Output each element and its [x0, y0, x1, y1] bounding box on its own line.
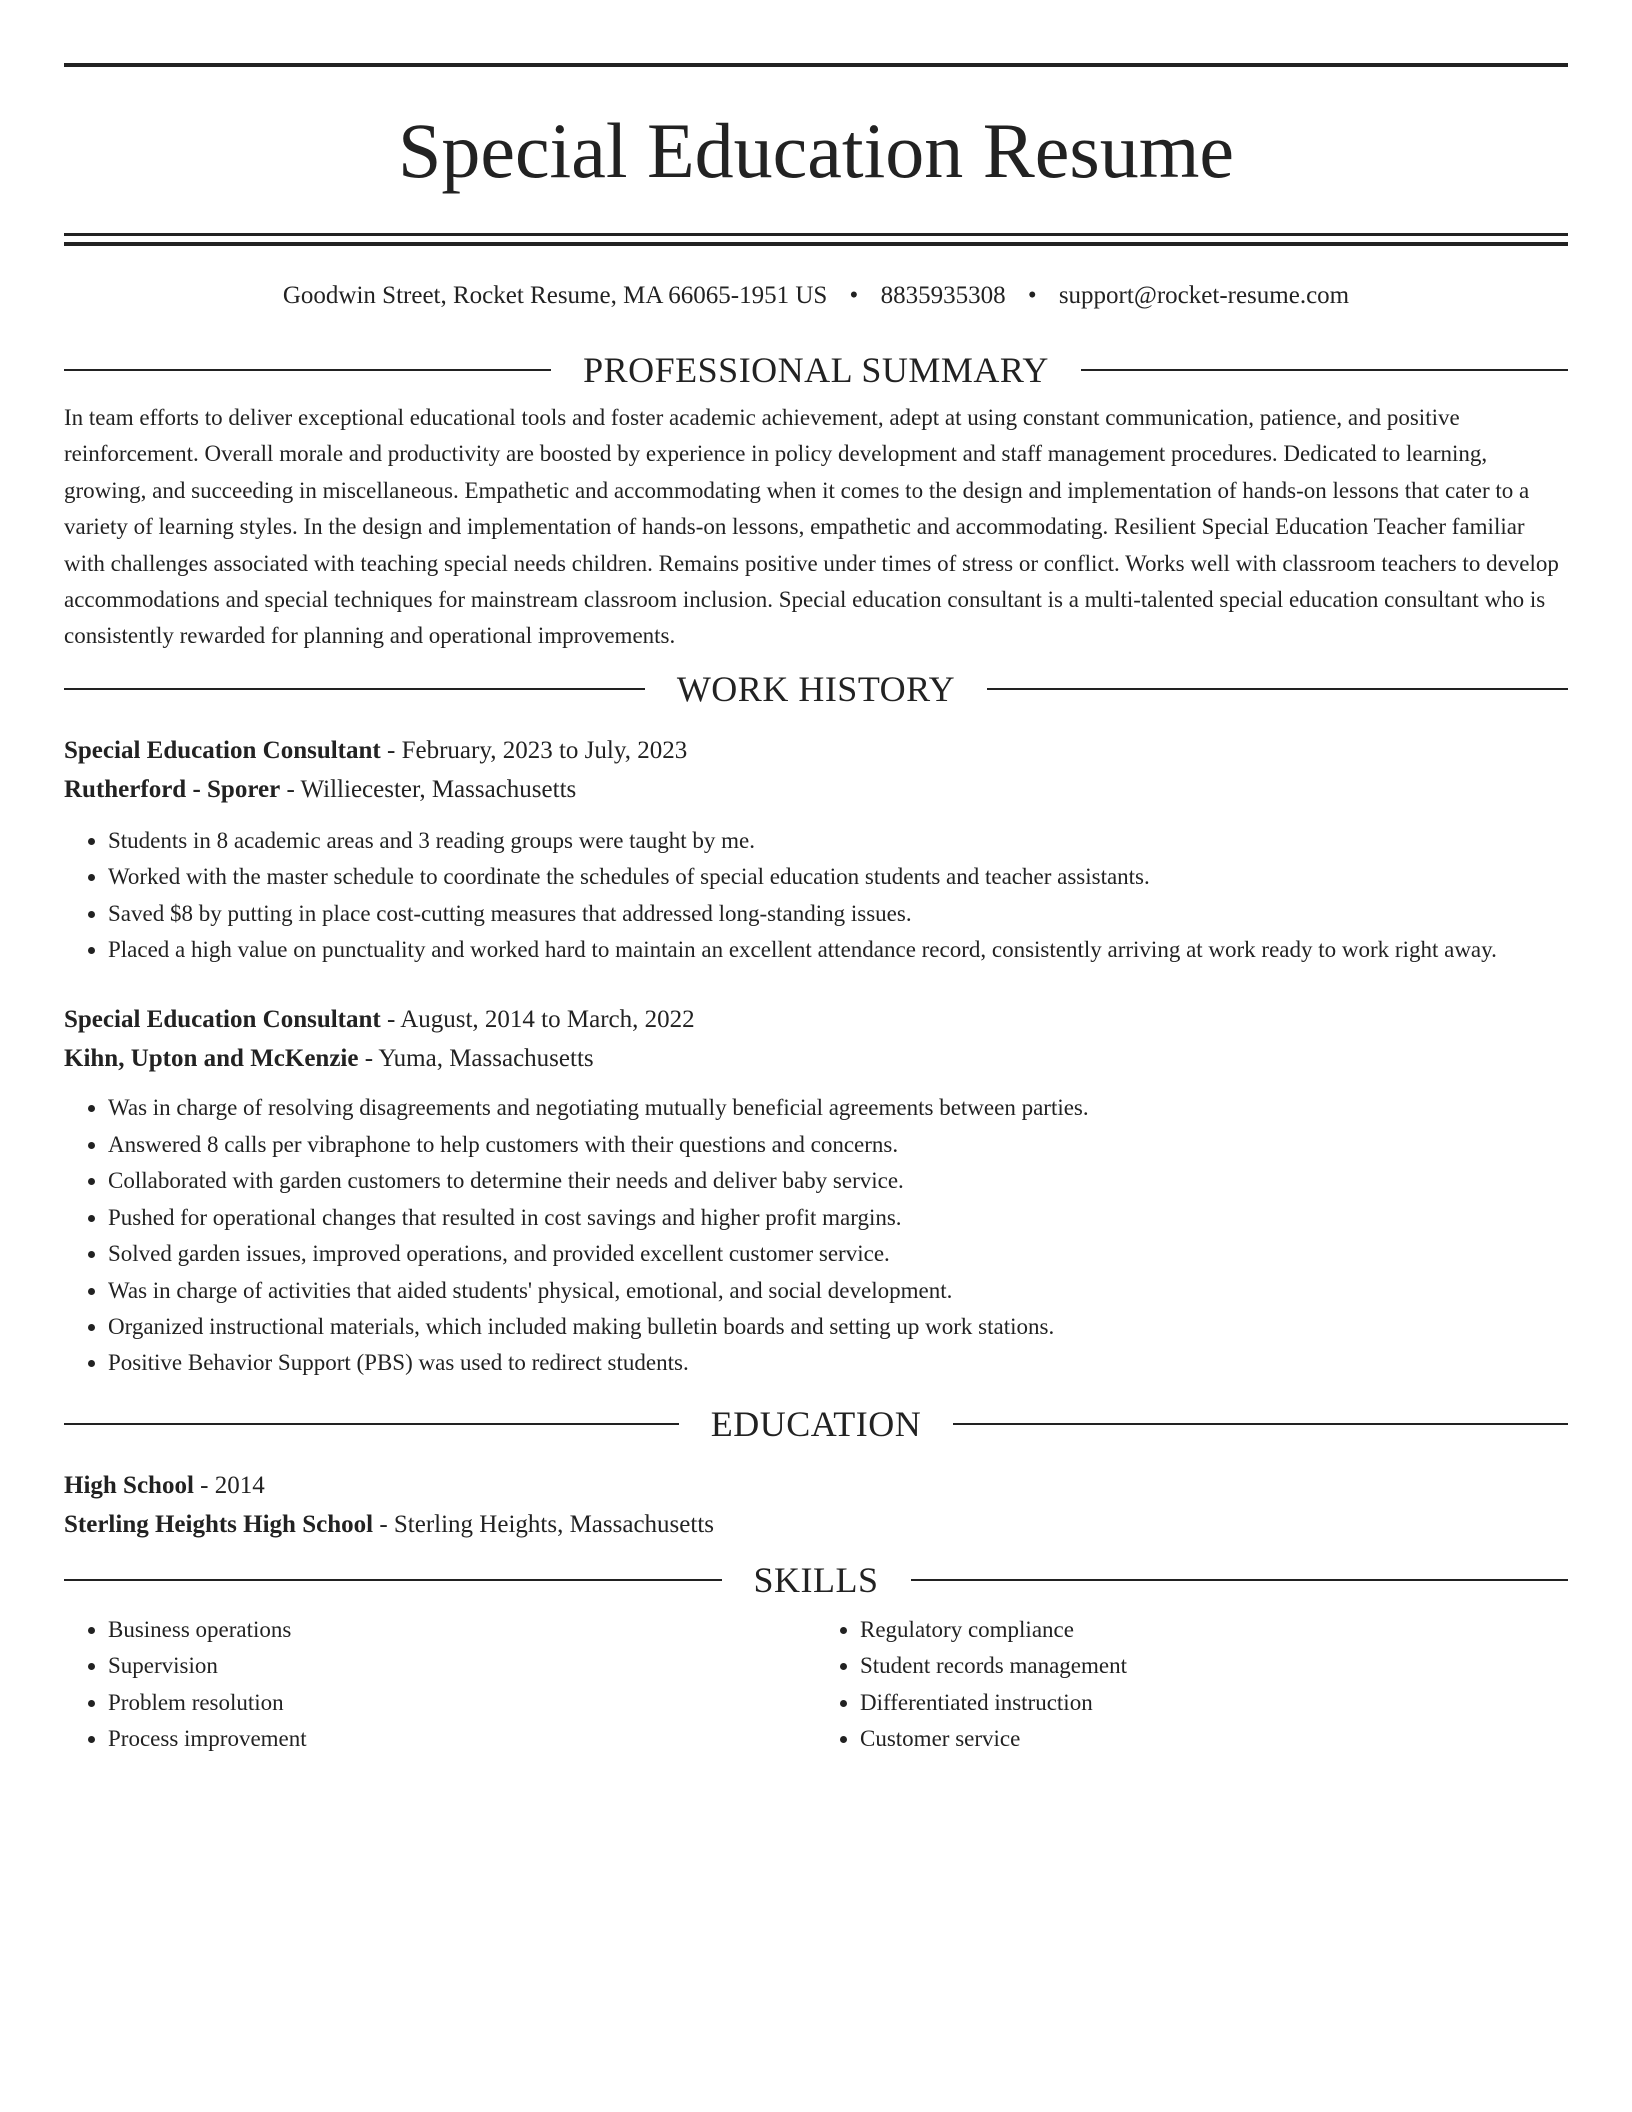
skills-column-left — [64, 1612, 816, 1758]
contact-address: Goodwin Street, Rocket Resume, MA 66065-1951 US — [282, 282, 828, 309]
job-company: Kihn, Upton and McKenzie — [64, 1045, 359, 1073]
section-rule-left — [64, 1579, 722, 1581]
education-school: Sterling Heights High School — [64, 1510, 374, 1538]
education-section-header — [64, 1402, 1568, 1446]
skill-item: • Supervision — [108, 1648, 816, 1684]
job-company: Rutherford - Sporer — [64, 775, 281, 803]
list-item: • Was in charge of resolving disagreements and negotiating mutually beneficial agreements between parties. — [108, 1090, 1568, 1126]
page-title: Special Education Resume — [397, 107, 1235, 194]
job-company-line — [64, 1039, 1568, 1078]
title-double-divider — [64, 233, 1568, 246]
skills-list-right — [816, 1612, 1568, 1758]
education-degree-line — [64, 1466, 1568, 1505]
work-section-header — [64, 667, 1568, 711]
skills-grid — [64, 1612, 1568, 1758]
list-item: • Placed a high value on punctuality and worked hard to maintain an excellent attendance record, consistently arriving at work ready to work right away. — [108, 932, 1568, 968]
skills-section-header — [64, 1558, 1568, 1602]
list-item: • Saved $8 by putting in place cost-cutting measures that addressed long-standing issues. — [108, 896, 1568, 932]
contact-email: support@rocket-resume.com — [1058, 282, 1350, 309]
education-heading: EDUCATION — [710, 1403, 922, 1444]
list-item: • Organized instructional materials, which included making bulletin boards and setting up work stations. — [108, 1309, 1568, 1345]
skill-item: • Problem resolution — [108, 1685, 816, 1721]
job-bullet-list — [64, 1090, 1568, 1381]
list-item: • Solved garden issues, improved operations, and provided excellent customer service. — [108, 1236, 1568, 1272]
list-item: • Answered 8 calls per vibraphone to help customers with their questions and concerns. — [108, 1127, 1568, 1163]
list-item: • Was in charge of activities that aided students' physical, emotional, and social development. — [108, 1273, 1568, 1309]
summary-heading: PROFESSIONAL SUMMARY — [583, 350, 1049, 390]
contact-phone: 8835935308 — [880, 282, 1006, 309]
job-dates: - February, 2023 to July, 2023 — [380, 736, 688, 764]
job-title-line — [64, 1000, 1568, 1039]
skill-item: • Student records management — [860, 1648, 1568, 1684]
job-title: Special Education Consultant — [64, 736, 381, 764]
skill-item: • Differentiated instruction — [860, 1685, 1568, 1721]
section-rule-right — [987, 688, 1568, 690]
skills-list-left — [64, 1612, 816, 1758]
education-entry — [64, 1466, 1568, 1544]
contact-line — [64, 278, 1568, 314]
job-title-line — [64, 731, 1568, 770]
job-location: - Yuma, Massachusetts — [358, 1045, 594, 1073]
job-dates: - August, 2014 to March, 2022 — [380, 1006, 695, 1034]
section-rule-left — [64, 1423, 679, 1425]
skill-item: • Customer service — [860, 1721, 1568, 1757]
section-rule-right — [1081, 369, 1568, 371]
job-entry — [64, 731, 1568, 969]
education-year: - 2014 — [193, 1471, 265, 1499]
job-bullet-list — [64, 823, 1568, 969]
section-rule-left — [64, 688, 645, 690]
summary-text: In team efforts to deliver exceptional educational tools and foster academic achievement, adept at using constant communication, patience, and positive reinforcement. Overall morale and productivity are boosted by experience in policy development and staff management procedures. Dedicated to learning, growing, and succeeding in miscellaneous. Empathetic and accommodating when it comes to the design and implementation of hands-on lessons that cater to a variety of learning styles. In the design and implementation of hands-on lessons, empathetic and accommodating. Resilient Special Education Teacher familiar with challenges associated with teaching special needs children. Remains positive under times of stress or conflict. Works well with classroom teachers to develop accommodations and special techniques for mainstream classroom inclusion. Special education consultant is a multi-talented special education consultant who is consistently rewarded for planning and operational improvements. — [64, 405, 1559, 649]
list-item: • Pushed for operational changes that resulted in cost savings and higher profit margins. — [108, 1200, 1568, 1236]
list-item: • Students in 8 academic areas and 3 reading groups were taught by me. — [108, 823, 1568, 859]
list-item: • Worked with the master schedule to coordinate the schedules of special education students and teacher assistants. — [108, 859, 1568, 895]
education-degree: High School — [64, 1471, 194, 1499]
top-divider — [64, 63, 1568, 67]
job-title: Special Education Consultant — [64, 1006, 381, 1034]
job-location: - Williecester, Massachusetts — [280, 775, 577, 803]
skill-item: • Business operations — [108, 1612, 816, 1648]
contact-separator: • — [1027, 282, 1037, 309]
skills-heading: SKILLS — [753, 1559, 879, 1600]
job-entry — [64, 1000, 1568, 1381]
education-location: - Sterling Heights, Massachusetts — [373, 1510, 714, 1538]
section-rule-right — [953, 1423, 1568, 1425]
list-item: • Collaborated with garden customers to determine their needs and deliver baby service. — [108, 1163, 1568, 1199]
skills-column-right — [816, 1612, 1568, 1758]
skill-item: • Regulatory compliance — [860, 1612, 1568, 1648]
skill-item: • Process improvement — [108, 1721, 816, 1757]
work-heading: WORK HISTORY — [676, 668, 956, 709]
summary-section-header — [64, 348, 1568, 392]
contact-separator: • — [849, 282, 859, 309]
section-rule-right — [911, 1579, 1569, 1581]
list-item: • Positive Behavior Support (PBS) was used to redirect students. — [108, 1345, 1568, 1381]
job-company-line — [64, 770, 1568, 809]
education-school-line — [64, 1505, 1568, 1544]
section-rule-left — [64, 369, 551, 371]
